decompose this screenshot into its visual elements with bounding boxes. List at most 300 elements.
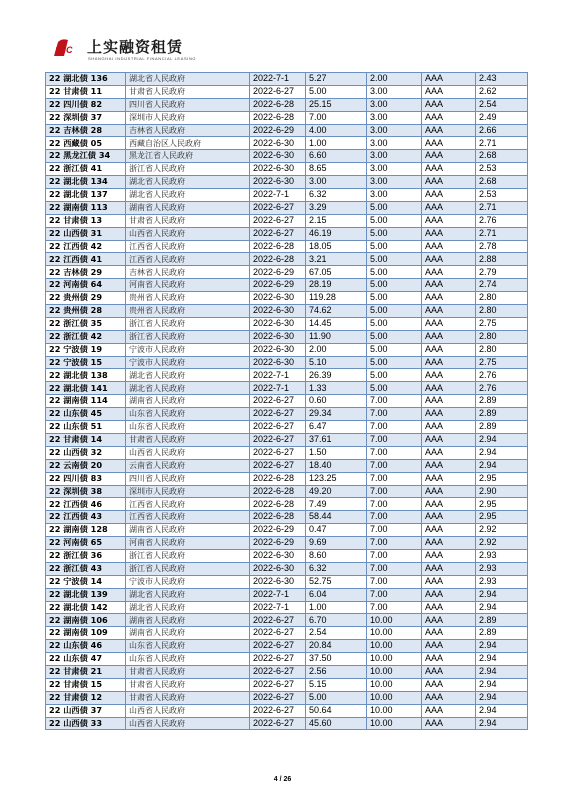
issue-date-cell: 2022-6-29 bbox=[250, 537, 306, 550]
amount-cell: 123.25 bbox=[306, 472, 367, 485]
bond-name-cell: 22 西藏债 05 bbox=[46, 137, 126, 150]
issue-date-cell: 2022-6-28 bbox=[250, 253, 306, 266]
coupon-rate-cell: 2.75 bbox=[476, 356, 528, 369]
table-row bbox=[46, 292, 528, 305]
coupon-rate-cell: 2.94 bbox=[476, 459, 528, 472]
term-cell: 5.00 bbox=[367, 214, 422, 227]
coupon-rate-cell: 2.95 bbox=[476, 472, 528, 485]
amount-cell: 5.00 bbox=[306, 691, 367, 704]
table-row bbox=[46, 627, 528, 640]
issuer-cell: 山东省人民政府 bbox=[126, 408, 250, 421]
rating-cell: AAA bbox=[422, 330, 476, 343]
issuer-cell: 吉林省人民政府 bbox=[126, 266, 250, 279]
coupon-rate-cell: 2.95 bbox=[476, 498, 528, 511]
issuer-cell: 深圳市人民政府 bbox=[126, 111, 250, 124]
coupon-rate-cell: 2.80 bbox=[476, 305, 528, 318]
table-row bbox=[46, 279, 528, 292]
coupon-rate-cell: 2.68 bbox=[476, 150, 528, 163]
issue-date-cell: 2022-6-27 bbox=[250, 459, 306, 472]
term-cell: 10.00 bbox=[367, 653, 422, 666]
issuer-cell: 四川省人民政府 bbox=[126, 472, 250, 485]
rating-cell: AAA bbox=[422, 640, 476, 653]
bond-name-cell: 22 宁波债 19 bbox=[46, 343, 126, 356]
amount-cell: 6.60 bbox=[306, 150, 367, 163]
table-row bbox=[46, 640, 528, 653]
issuer-cell: 甘肃省人民政府 bbox=[126, 85, 250, 98]
issue-date-cell: 2022-6-29 bbox=[250, 266, 306, 279]
issuer-cell: 浙江省人民政府 bbox=[126, 330, 250, 343]
bond-name-cell: 22 宁波债 14 bbox=[46, 575, 126, 588]
amount-cell: 5.00 bbox=[306, 85, 367, 98]
term-cell: 3.00 bbox=[367, 111, 422, 124]
issue-date-cell: 2022-6-28 bbox=[250, 111, 306, 124]
term-cell: 5.00 bbox=[367, 279, 422, 292]
issuer-cell: 浙江省人民政府 bbox=[126, 163, 250, 176]
table-row bbox=[46, 98, 528, 111]
amount-cell: 0.60 bbox=[306, 395, 367, 408]
coupon-rate-cell: 2.80 bbox=[476, 292, 528, 305]
issue-date-cell: 2022-6-30 bbox=[250, 343, 306, 356]
issue-date-cell: 2022-6-27 bbox=[250, 446, 306, 459]
rating-cell: AAA bbox=[422, 253, 476, 266]
coupon-rate-cell: 2.68 bbox=[476, 176, 528, 189]
issuer-cell: 山东省人民政府 bbox=[126, 653, 250, 666]
coupon-rate-cell: 2.92 bbox=[476, 524, 528, 537]
issue-date-cell: 2022-6-30 bbox=[250, 305, 306, 318]
rating-cell: AAA bbox=[422, 459, 476, 472]
table-row bbox=[46, 266, 528, 279]
issue-date-cell: 2022-6-27 bbox=[250, 395, 306, 408]
rating-cell: AAA bbox=[422, 356, 476, 369]
table-row bbox=[46, 498, 528, 511]
term-cell: 7.00 bbox=[367, 537, 422, 550]
table-row bbox=[46, 704, 528, 717]
bond-name-cell: 22 吉林债 29 bbox=[46, 266, 126, 279]
amount-cell: 1.33 bbox=[306, 382, 367, 395]
amount-cell: 3.21 bbox=[306, 253, 367, 266]
table-row bbox=[46, 511, 528, 524]
term-cell: 5.00 bbox=[367, 266, 422, 279]
coupon-rate-cell: 2.79 bbox=[476, 266, 528, 279]
bond-issuance-table bbox=[45, 72, 528, 730]
issue-date-cell: 2022-6-27 bbox=[250, 408, 306, 421]
issuer-cell: 湖北省人民政府 bbox=[126, 588, 250, 601]
issuer-cell: 四川省人民政府 bbox=[126, 98, 250, 111]
coupon-rate-cell: 2.93 bbox=[476, 549, 528, 562]
issuer-cell: 湖北省人民政府 bbox=[126, 189, 250, 202]
bond-name-cell: 22 湖南债 109 bbox=[46, 627, 126, 640]
rating-cell: AAA bbox=[422, 472, 476, 485]
amount-cell: 6.47 bbox=[306, 421, 367, 434]
issue-date-cell: 2022-6-27 bbox=[250, 227, 306, 240]
table-row bbox=[46, 227, 528, 240]
table-row bbox=[46, 137, 528, 150]
amount-cell: 2.56 bbox=[306, 665, 367, 678]
issue-date-cell: 2022-6-27 bbox=[250, 421, 306, 434]
coupon-rate-cell: 2.94 bbox=[476, 601, 528, 614]
coupon-rate-cell: 2.53 bbox=[476, 189, 528, 202]
term-cell: 7.00 bbox=[367, 421, 422, 434]
issuer-cell: 湖北省人民政府 bbox=[126, 176, 250, 189]
table-row bbox=[46, 446, 528, 459]
table-row bbox=[46, 485, 528, 498]
coupon-rate-cell: 2.93 bbox=[476, 562, 528, 575]
coupon-rate-cell: 2.94 bbox=[476, 691, 528, 704]
coupon-rate-cell: 2.71 bbox=[476, 137, 528, 150]
amount-cell: 119.28 bbox=[306, 292, 367, 305]
amount-cell: 8.60 bbox=[306, 549, 367, 562]
amount-cell: 2.15 bbox=[306, 214, 367, 227]
rating-cell: AAA bbox=[422, 549, 476, 562]
coupon-rate-cell: 2.80 bbox=[476, 330, 528, 343]
bond-name-cell: 22 贵州债 29 bbox=[46, 292, 126, 305]
bond-name-cell: 22 山西债 33 bbox=[46, 717, 126, 730]
bond-name-cell: 22 山西债 32 bbox=[46, 446, 126, 459]
bond-name-cell: 22 湖北债 141 bbox=[46, 382, 126, 395]
issuer-cell: 河南省人民政府 bbox=[126, 537, 250, 550]
issuer-cell: 宁波市人民政府 bbox=[126, 356, 250, 369]
issue-date-cell: 2022-6-30 bbox=[250, 330, 306, 343]
issuer-cell: 湖北省人民政府 bbox=[126, 73, 250, 86]
term-cell: 3.00 bbox=[367, 98, 422, 111]
issuer-cell: 甘肃省人民政府 bbox=[126, 214, 250, 227]
table-row bbox=[46, 85, 528, 98]
rating-cell: AAA bbox=[422, 137, 476, 150]
table-row bbox=[46, 356, 528, 369]
amount-cell: 58.44 bbox=[306, 511, 367, 524]
amount-cell: 11.90 bbox=[306, 330, 367, 343]
issue-date-cell: 2022-6-27 bbox=[250, 704, 306, 717]
issue-date-cell: 2022-6-28 bbox=[250, 240, 306, 253]
term-cell: 7.00 bbox=[367, 588, 422, 601]
rating-cell: AAA bbox=[422, 627, 476, 640]
coupon-rate-cell: 2.94 bbox=[476, 653, 528, 666]
table-row bbox=[46, 717, 528, 730]
coupon-rate-cell: 2.75 bbox=[476, 317, 528, 330]
bond-name-cell: 22 浙江债 41 bbox=[46, 163, 126, 176]
coupon-rate-cell: 2.78 bbox=[476, 240, 528, 253]
page-number: 4 / 26 bbox=[273, 776, 292, 783]
coupon-rate-cell: 2.89 bbox=[476, 421, 528, 434]
bond-name-cell: 22 甘肃债 15 bbox=[46, 678, 126, 691]
issuer-cell: 吉林省人民政府 bbox=[126, 124, 250, 137]
issuer-cell: 湖南省人民政府 bbox=[126, 614, 250, 627]
issuer-cell: 江西省人民政府 bbox=[126, 511, 250, 524]
table-row bbox=[46, 111, 528, 124]
rating-cell: AAA bbox=[422, 408, 476, 421]
bond-name-cell: 22 江西债 42 bbox=[46, 240, 126, 253]
rating-cell: AAA bbox=[422, 446, 476, 459]
amount-cell: 7.00 bbox=[306, 111, 367, 124]
table-row bbox=[46, 73, 528, 86]
issuer-cell: 深圳市人民政府 bbox=[126, 485, 250, 498]
issuer-cell: 湖南省人民政府 bbox=[126, 201, 250, 214]
table-row bbox=[46, 201, 528, 214]
bond-name-cell: 22 山东债 51 bbox=[46, 421, 126, 434]
rating-cell: AAA bbox=[422, 227, 476, 240]
bond-name-cell: 22 山东债 47 bbox=[46, 653, 126, 666]
amount-cell: 0.47 bbox=[306, 524, 367, 537]
company-name: 上实融资租赁 bbox=[87, 38, 184, 56]
table-row bbox=[46, 163, 528, 176]
rating-cell: AAA bbox=[422, 511, 476, 524]
table-row bbox=[46, 305, 528, 318]
coupon-rate-cell: 2.94 bbox=[476, 588, 528, 601]
coupon-rate-cell: 2.89 bbox=[476, 395, 528, 408]
bond-name-cell: 22 山东债 45 bbox=[46, 408, 126, 421]
issue-date-cell: 2022-6-27 bbox=[250, 653, 306, 666]
issuer-cell: 山东省人民政府 bbox=[126, 421, 250, 434]
table-row bbox=[46, 472, 528, 485]
amount-cell: 46.19 bbox=[306, 227, 367, 240]
amount-cell: 25.15 bbox=[306, 98, 367, 111]
term-cell: 7.00 bbox=[367, 511, 422, 524]
issue-date-cell: 2022-6-30 bbox=[250, 356, 306, 369]
issuer-cell: 山西省人民政府 bbox=[126, 446, 250, 459]
amount-cell: 3.00 bbox=[306, 176, 367, 189]
coupon-rate-cell: 2.76 bbox=[476, 369, 528, 382]
issue-date-cell: 2022-7-1 bbox=[250, 382, 306, 395]
rating-cell: AAA bbox=[422, 601, 476, 614]
table-row bbox=[46, 691, 528, 704]
amount-cell: 5.27 bbox=[306, 73, 367, 86]
rating-cell: AAA bbox=[422, 98, 476, 111]
amount-cell: 6.70 bbox=[306, 614, 367, 627]
bond-name-cell: 22 湖南债 114 bbox=[46, 395, 126, 408]
bond-name-cell: 22 四川债 82 bbox=[46, 98, 126, 111]
bond-name-cell: 22 山西债 31 bbox=[46, 227, 126, 240]
rating-cell: AAA bbox=[422, 678, 476, 691]
bond-name-cell: 22 湖北债 137 bbox=[46, 189, 126, 202]
amount-cell: 5.10 bbox=[306, 356, 367, 369]
bond-name-cell: 22 宁波债 15 bbox=[46, 356, 126, 369]
coupon-rate-cell: 2.94 bbox=[476, 640, 528, 653]
siic-logo-icon bbox=[52, 38, 84, 58]
rating-cell: AAA bbox=[422, 369, 476, 382]
table-row bbox=[46, 665, 528, 678]
coupon-rate-cell: 2.53 bbox=[476, 163, 528, 176]
issue-date-cell: 2022-6-30 bbox=[250, 562, 306, 575]
term-cell: 3.00 bbox=[367, 137, 422, 150]
rating-cell: AAA bbox=[422, 395, 476, 408]
bond-name-cell: 22 湖北债 136 bbox=[46, 73, 126, 86]
term-cell: 3.00 bbox=[367, 189, 422, 202]
term-cell: 7.00 bbox=[367, 601, 422, 614]
svg-text:SIIC: SIIC bbox=[55, 45, 73, 55]
issuer-cell: 甘肃省人民政府 bbox=[126, 691, 250, 704]
bond-name-cell: 22 江西债 41 bbox=[46, 253, 126, 266]
bond-name-cell: 22 深圳债 37 bbox=[46, 111, 126, 124]
issuer-cell: 甘肃省人民政府 bbox=[126, 433, 250, 446]
term-cell: 5.00 bbox=[367, 382, 422, 395]
issue-date-cell: 2022-6-28 bbox=[250, 98, 306, 111]
term-cell: 7.00 bbox=[367, 408, 422, 421]
coupon-rate-cell: 2.89 bbox=[476, 614, 528, 627]
issuer-cell: 江西省人民政府 bbox=[126, 240, 250, 253]
issue-date-cell: 2022-6-27 bbox=[250, 85, 306, 98]
coupon-rate-cell: 2.94 bbox=[476, 665, 528, 678]
issue-date-cell: 2022-7-1 bbox=[250, 189, 306, 202]
issue-date-cell: 2022-6-28 bbox=[250, 498, 306, 511]
bond-name-cell: 22 甘肃债 12 bbox=[46, 691, 126, 704]
term-cell: 5.00 bbox=[367, 343, 422, 356]
coupon-rate-cell: 2.80 bbox=[476, 343, 528, 356]
amount-cell: 1.50 bbox=[306, 446, 367, 459]
amount-cell: 28.19 bbox=[306, 279, 367, 292]
amount-cell: 37.61 bbox=[306, 433, 367, 446]
amount-cell: 18.40 bbox=[306, 459, 367, 472]
issue-date-cell: 2022-6-29 bbox=[250, 124, 306, 137]
rating-cell: AAA bbox=[422, 266, 476, 279]
issue-date-cell: 2022-6-29 bbox=[250, 279, 306, 292]
bond-name-cell: 22 山西债 37 bbox=[46, 704, 126, 717]
rating-cell: AAA bbox=[422, 382, 476, 395]
issue-date-cell: 2022-6-27 bbox=[250, 627, 306, 640]
table-row bbox=[46, 408, 528, 421]
issuer-cell: 山西省人民政府 bbox=[126, 227, 250, 240]
table-row bbox=[46, 537, 528, 550]
coupon-rate-cell: 2.74 bbox=[476, 279, 528, 292]
coupon-rate-cell: 2.62 bbox=[476, 85, 528, 98]
amount-cell: 18.05 bbox=[306, 240, 367, 253]
term-cell: 10.00 bbox=[367, 691, 422, 704]
issue-date-cell: 2022-6-27 bbox=[250, 433, 306, 446]
amount-cell: 5.15 bbox=[306, 678, 367, 691]
amount-cell: 2.54 bbox=[306, 627, 367, 640]
term-cell: 3.00 bbox=[367, 124, 422, 137]
term-cell: 5.00 bbox=[367, 356, 422, 369]
amount-cell: 6.32 bbox=[306, 189, 367, 202]
amount-cell: 37.50 bbox=[306, 653, 367, 666]
amount-cell: 2.00 bbox=[306, 343, 367, 356]
term-cell: 5.00 bbox=[367, 240, 422, 253]
term-cell: 7.00 bbox=[367, 562, 422, 575]
bond-name-cell: 22 湖南债 106 bbox=[46, 614, 126, 627]
rating-cell: AAA bbox=[422, 150, 476, 163]
table-row bbox=[46, 189, 528, 202]
issuer-cell: 黑龙江省人民政府 bbox=[126, 150, 250, 163]
company-name-english: SHANGHAI INDUSTRIAL FINANCIAL LEASING bbox=[88, 56, 197, 61]
rating-cell: AAA bbox=[422, 653, 476, 666]
bond-name-cell: 22 浙江债 35 bbox=[46, 317, 126, 330]
table-row bbox=[46, 369, 528, 382]
table-row bbox=[46, 575, 528, 588]
term-cell: 7.00 bbox=[367, 472, 422, 485]
bond-name-cell: 22 四川债 83 bbox=[46, 472, 126, 485]
bond-name-cell: 22 浙江债 43 bbox=[46, 562, 126, 575]
issuer-cell: 河南省人民政府 bbox=[126, 279, 250, 292]
issue-date-cell: 2022-6-30 bbox=[250, 176, 306, 189]
coupon-rate-cell: 2.54 bbox=[476, 98, 528, 111]
rating-cell: AAA bbox=[422, 537, 476, 550]
amount-cell: 52.75 bbox=[306, 575, 367, 588]
table-row bbox=[46, 433, 528, 446]
coupon-rate-cell: 2.49 bbox=[476, 111, 528, 124]
issue-date-cell: 2022-6-27 bbox=[250, 640, 306, 653]
term-cell: 2.00 bbox=[367, 73, 422, 86]
table-row bbox=[46, 562, 528, 575]
rating-cell: AAA bbox=[422, 575, 476, 588]
coupon-rate-cell: 2.66 bbox=[476, 124, 528, 137]
bond-name-cell: 22 甘肃债 14 bbox=[46, 433, 126, 446]
issuer-cell: 浙江省人民政府 bbox=[126, 549, 250, 562]
table-row bbox=[46, 653, 528, 666]
term-cell: 10.00 bbox=[367, 627, 422, 640]
amount-cell: 45.60 bbox=[306, 717, 367, 730]
rating-cell: AAA bbox=[422, 317, 476, 330]
issuer-cell: 湖北省人民政府 bbox=[126, 601, 250, 614]
page-header bbox=[0, 0, 565, 68]
bond-name-cell: 22 江西债 43 bbox=[46, 511, 126, 524]
rating-cell: AAA bbox=[422, 111, 476, 124]
issuer-cell: 宁波市人民政府 bbox=[126, 343, 250, 356]
term-cell: 7.00 bbox=[367, 459, 422, 472]
table-row bbox=[46, 176, 528, 189]
amount-cell: 7.49 bbox=[306, 498, 367, 511]
table-row bbox=[46, 395, 528, 408]
coupon-rate-cell: 2.89 bbox=[476, 627, 528, 640]
term-cell: 7.00 bbox=[367, 485, 422, 498]
term-cell: 3.00 bbox=[367, 150, 422, 163]
issue-date-cell: 2022-7-1 bbox=[250, 601, 306, 614]
term-cell: 10.00 bbox=[367, 717, 422, 730]
table-row bbox=[46, 421, 528, 434]
term-cell: 5.00 bbox=[367, 317, 422, 330]
bond-name-cell: 22 河南债 65 bbox=[46, 537, 126, 550]
issue-date-cell: 2022-6-30 bbox=[250, 575, 306, 588]
issue-date-cell: 2022-6-27 bbox=[250, 717, 306, 730]
term-cell: 10.00 bbox=[367, 640, 422, 653]
bond-name-cell: 22 湖南债 113 bbox=[46, 201, 126, 214]
coupon-rate-cell: 2.89 bbox=[476, 408, 528, 421]
rating-cell: AAA bbox=[422, 498, 476, 511]
term-cell: 10.00 bbox=[367, 704, 422, 717]
rating-cell: AAA bbox=[422, 691, 476, 704]
bond-name-cell: 22 吉林债 28 bbox=[46, 124, 126, 137]
term-cell: 7.00 bbox=[367, 549, 422, 562]
table-row bbox=[46, 524, 528, 537]
rating-cell: AAA bbox=[422, 717, 476, 730]
table-row bbox=[46, 240, 528, 253]
amount-cell: 3.29 bbox=[306, 201, 367, 214]
issue-date-cell: 2022-6-28 bbox=[250, 485, 306, 498]
issuer-cell: 湖北省人民政府 bbox=[126, 369, 250, 382]
bond-name-cell: 22 黑龙江债 34 bbox=[46, 150, 126, 163]
rating-cell: AAA bbox=[422, 73, 476, 86]
rating-cell: AAA bbox=[422, 189, 476, 202]
term-cell: 7.00 bbox=[367, 575, 422, 588]
issuer-cell: 甘肃省人民政府 bbox=[126, 665, 250, 678]
bond-name-cell: 22 江西债 46 bbox=[46, 498, 126, 511]
bond-name-cell: 22 山东债 46 bbox=[46, 640, 126, 653]
term-cell: 7.00 bbox=[367, 446, 422, 459]
rating-cell: AAA bbox=[422, 292, 476, 305]
rating-cell: AAA bbox=[422, 524, 476, 537]
term-cell: 5.00 bbox=[367, 253, 422, 266]
table-row bbox=[46, 214, 528, 227]
rating-cell: AAA bbox=[422, 562, 476, 575]
amount-cell: 29.34 bbox=[306, 408, 367, 421]
issue-date-cell: 2022-6-30 bbox=[250, 549, 306, 562]
issue-date-cell: 2022-6-30 bbox=[250, 292, 306, 305]
amount-cell: 6.32 bbox=[306, 562, 367, 575]
rating-cell: AAA bbox=[422, 214, 476, 227]
bond-name-cell: 22 湖南债 128 bbox=[46, 524, 126, 537]
table-row bbox=[46, 601, 528, 614]
rating-cell: AAA bbox=[422, 305, 476, 318]
table-row bbox=[46, 549, 528, 562]
amount-cell: 49.20 bbox=[306, 485, 367, 498]
